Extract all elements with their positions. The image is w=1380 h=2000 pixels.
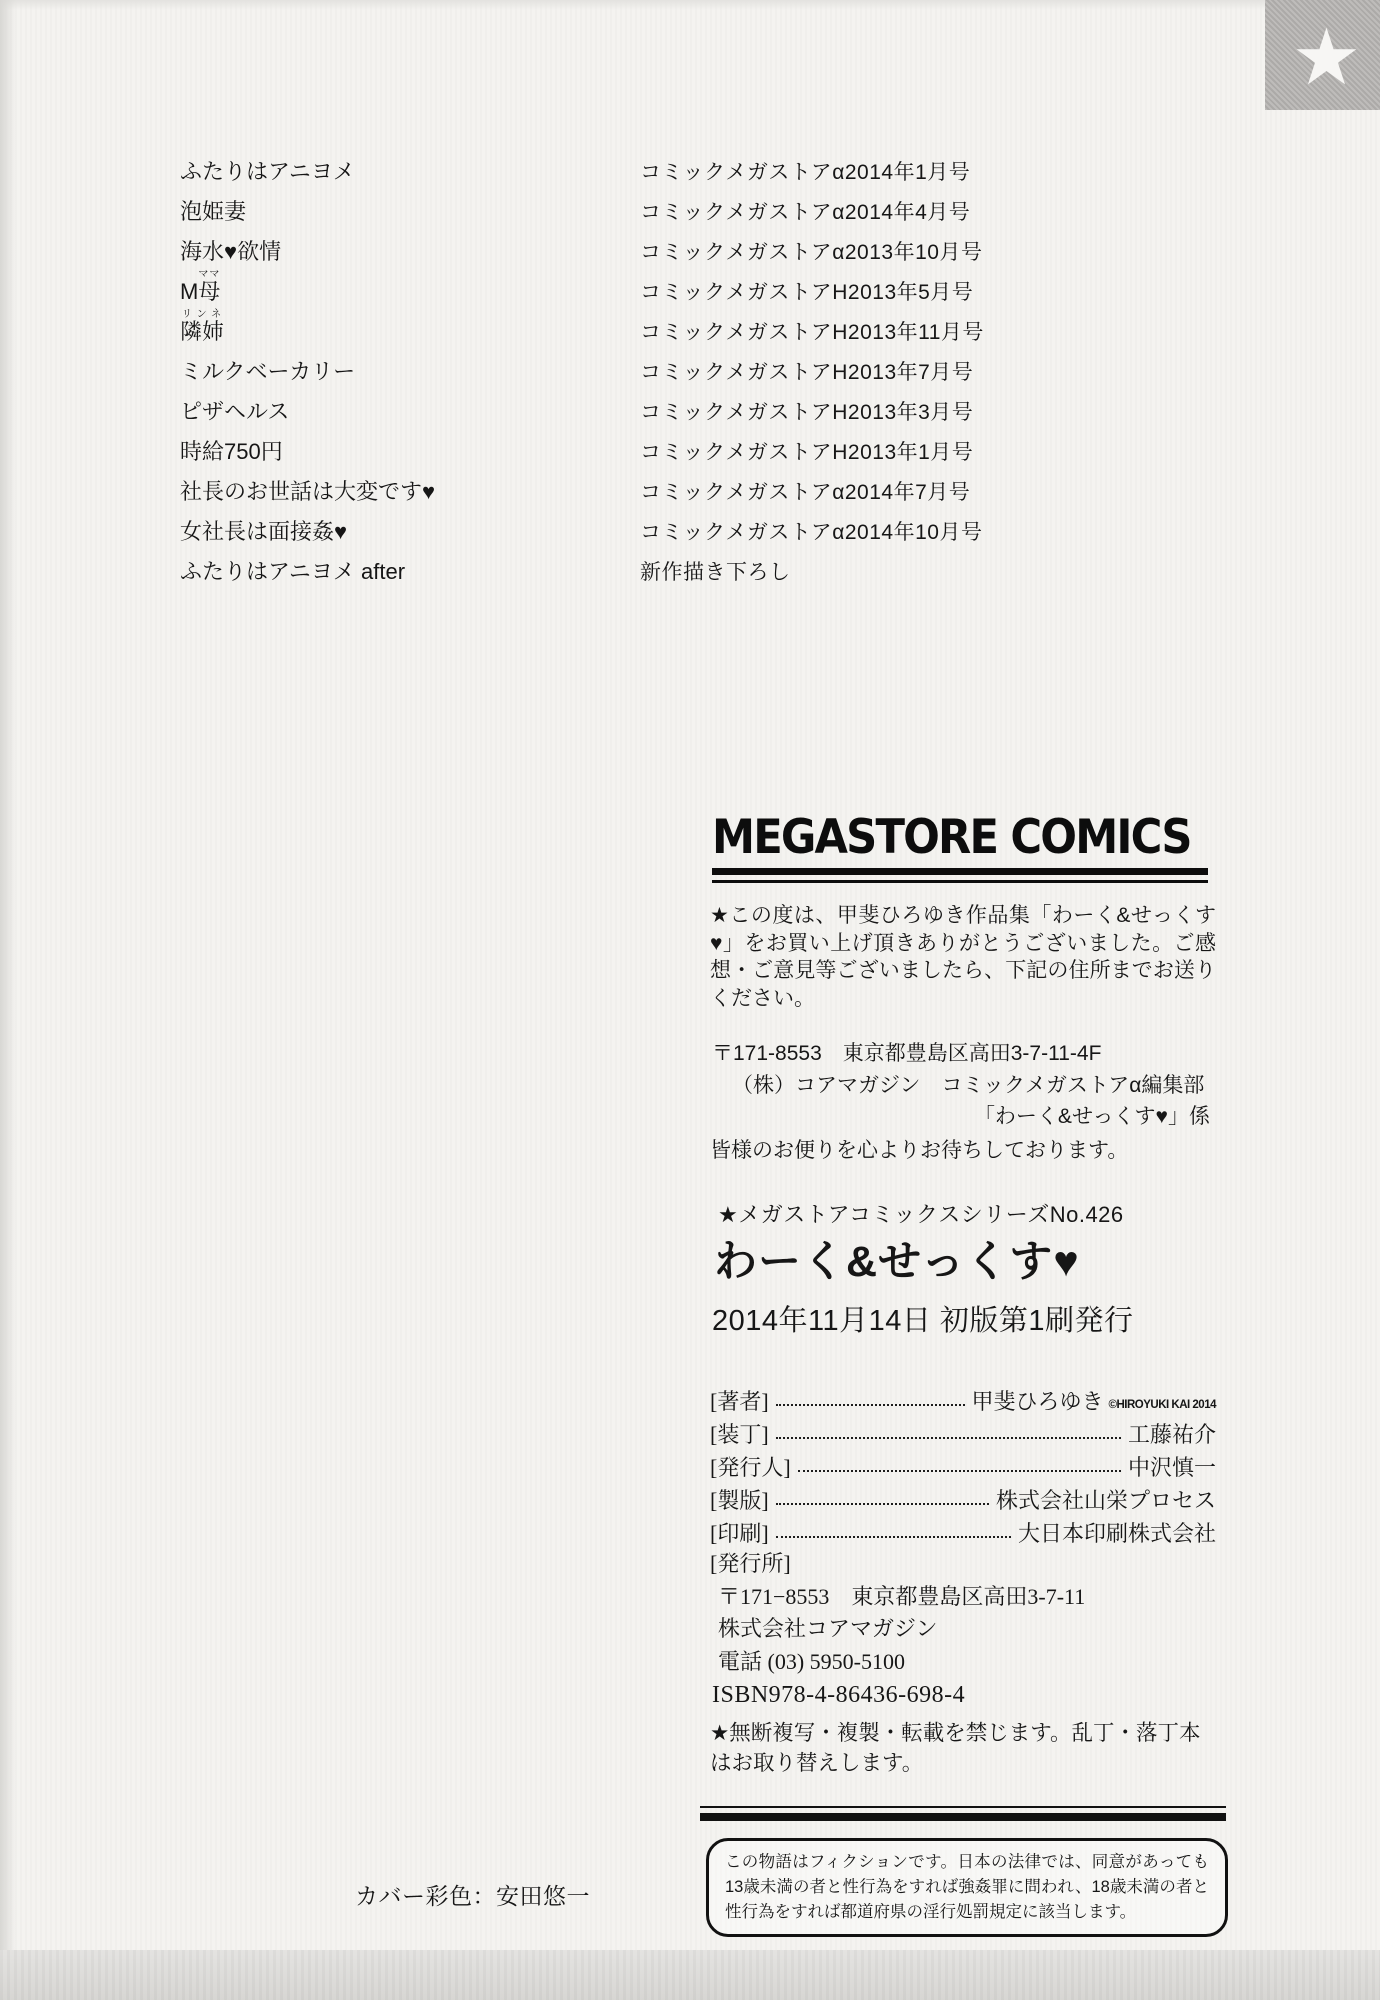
credit-value: 中沢慎一 [1127, 1454, 1216, 1480]
work-source: コミックメガストアα2014年4月号 [640, 201, 971, 224]
credit-note: ©HIROYUKI KAI 2014 [1108, 1399, 1216, 1411]
work-row [180, 390, 1020, 430]
credit-value: 工藤祐介 [1127, 1421, 1216, 1447]
work-source: コミックメガストアH2013年5月号 [640, 281, 974, 304]
editorial-address-line: （株）コアマガジン コミックメガストアα編集部 [732, 1073, 1205, 1097]
work-source: 新作描き下ろし [640, 561, 791, 584]
credit-row [710, 1446, 1216, 1479]
series-number-line: ★メガストアコミックスシリーズNo.426 [718, 1202, 1124, 1227]
credit-label: [製版] [710, 1487, 769, 1513]
work-row [180, 350, 1020, 390]
credit-row [710, 1380, 1216, 1413]
divider-rules [700, 1806, 1226, 1821]
credit-dotted-leader [776, 1524, 1011, 1538]
work-title: 時給750円 [180, 439, 283, 464]
work-title: M母ママ [180, 269, 221, 304]
divider-rule-thin [700, 1806, 1226, 1808]
work-source: コミックメガストアH2013年7月号 [640, 361, 974, 384]
credit-row [710, 1512, 1216, 1545]
work-source: コミックメガストアα2013年10月号 [640, 241, 983, 264]
logo-rule-thin [712, 880, 1208, 883]
work-row [180, 550, 1020, 590]
editorial-address-line: 「わーく&せっくす♥」係 [973, 1105, 1210, 1128]
publisher-line: 電話 (03) 5950-5100 [718, 1648, 905, 1674]
credit-label: [装丁] [710, 1421, 769, 1447]
credit-dotted-leader [776, 1425, 1121, 1439]
work-row [180, 430, 1020, 470]
credit-label: [印刷] [710, 1520, 769, 1546]
credit-label: [著者] [710, 1388, 769, 1414]
credit-row [710, 1479, 1216, 1512]
credit-dotted-leader [776, 1392, 965, 1406]
work-row [180, 270, 1020, 310]
work-row [180, 190, 1020, 230]
work-source: コミックメガストアH2013年11月号 [640, 321, 984, 344]
logo-text: MEGASTORE COMICS [712, 810, 1191, 865]
thanks-paragraph: ★この度は、甲斐ひろゆき作品集「わーく&せっくす♥」をお買い上げ頂きありがとうございました。ご感想・ご意見等ございましたら、下記の住所までお送りください。 [710, 904, 1216, 1011]
work-source: コミックメガストアα2014年1月号 [640, 161, 971, 184]
publisher-line: 株式会社コアマガジン [718, 1616, 938, 1642]
work-source: コミックメガストアα2014年10月号 [640, 521, 983, 544]
credit-row [710, 1413, 1216, 1446]
publisher-block [710, 1548, 1216, 1678]
work-row [180, 150, 1020, 190]
corner-halftone-box [1265, 0, 1380, 110]
credit-dotted-leader [776, 1491, 989, 1505]
work-title: ふたりはアニヨメ after [180, 559, 406, 584]
editorial-address-line: 〒171-8553 東京都豊島区高田3-7-11-4F [712, 1042, 1102, 1065]
work-title: ピザヘルス [180, 399, 290, 424]
copyright-notice: ★無断複写・複製・転載を禁じます。乱丁・落丁本はお取り替えします。 [710, 1721, 1201, 1776]
work-title: 泡姫妻 [180, 199, 247, 224]
work-source: コミックメガストアα2014年7月号 [640, 481, 971, 504]
credit-value: 大日本印刷株式会社 [1017, 1520, 1216, 1546]
credit-value: 株式会社山栄プロセス [995, 1487, 1216, 1513]
works-list [180, 150, 1020, 590]
credits-list [710, 1380, 1216, 1545]
work-title: 女社長は面接姦♥ [180, 519, 348, 544]
publisher-line: 〒171−8553 東京都豊島区高田3-7-11 [718, 1583, 1086, 1609]
work-title: 海水♥欲情 [180, 239, 282, 264]
megastore-comics-logo [712, 810, 1208, 883]
work-row [180, 310, 1020, 350]
bottom-scan-strip [0, 1950, 1380, 2000]
work-row [180, 230, 1020, 270]
work-row [180, 510, 1020, 550]
print-date-line: 2014年11月14日 初版第1刷発行 [712, 1305, 1134, 1337]
work-title: ミルクベーカリー [180, 359, 356, 384]
cover-colorist-credit: カバー彩色：安田悠一 [355, 1883, 590, 1909]
logo-rule-thick [712, 868, 1208, 875]
work-source: コミックメガストアH2013年3月号 [640, 401, 974, 424]
isbn-line: ISBN978-4-86436-698-4 [712, 1682, 966, 1708]
credit-dotted-leader [798, 1458, 1121, 1472]
work-title: ふたりはアニヨメ [180, 159, 355, 184]
work-row [180, 470, 1020, 510]
divider-rule-thick [700, 1813, 1226, 1821]
credit-value: 甲斐ひろゆき [971, 1388, 1104, 1414]
closing-line: 皆様のお便りを心よりお待ちしております。 [710, 1139, 1129, 1162]
work-title: 社長のお世話は大変です♥ [180, 479, 436, 504]
publisher-lines [710, 1581, 1216, 1679]
star-icon: ★ [1291, 13, 1362, 101]
credit-label: [発行人] [710, 1454, 791, 1480]
book-title: わーく&せっくす♥ [714, 1238, 1080, 1286]
publisher-label: [発行所] [710, 1551, 791, 1576]
editorial-address [712, 1038, 1210, 1133]
work-source: コミックメガストアH2013年1月号 [640, 441, 974, 464]
work-title: 隣姉リンネ [180, 309, 225, 344]
fiction-disclaimer-box: この物語はフィクションです。日本の法律では、同意があっても13歳未満の者と性行為をすれば強姦罪に問われ、18歳未満の者と性行為をすれば都道府県の淫行処罰規定に該当します。 [706, 1838, 1228, 1937]
